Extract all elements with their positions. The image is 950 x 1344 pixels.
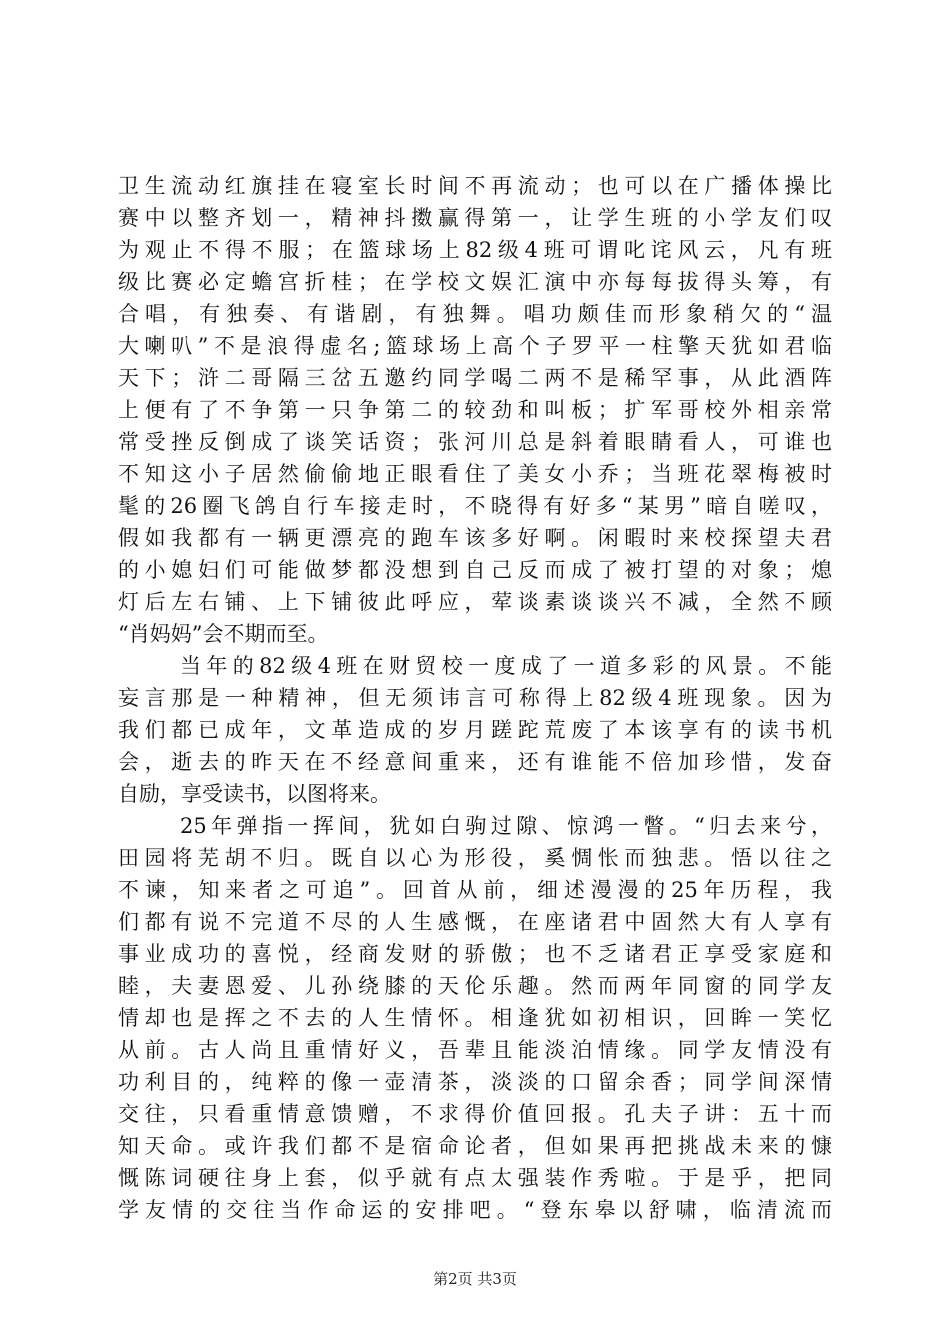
text-line: 从前。古人尚且重情好义，吾辈且能淡泊情缘。同学友情没有 bbox=[118, 1038, 832, 1062]
text-line: 妄言那是一种精神，但无须讳言可称得上82级4班现象。因为 bbox=[118, 686, 832, 710]
document-body bbox=[118, 170, 832, 1226]
text-line: 上便有了不争第一只争第二的较劲和叫板；扩军哥校外相亲常 bbox=[118, 398, 832, 422]
text-line: 级比赛必定蟾宫折桂；在学校文娱汇演中亦每每拔得头筹，有 bbox=[118, 270, 832, 294]
text-line: 会，逝去的昨天在不经意间重来，还有谁能不倍加珍惜，发奋 bbox=[118, 750, 832, 774]
text-line: 慨陈词硬往身上套，似乎就有点太强装作秀啦。于是乎，把同 bbox=[118, 1166, 832, 1190]
text-line: 不谏，知来者之可追”。回首从前，细述漫漫的25年历程，我 bbox=[118, 878, 832, 902]
text-line: 们都有说不完道不尽的人生感慨，在座诸君中固然大有人享有 bbox=[118, 910, 832, 934]
text-line: 睦，夫妻恩爱、儿孙绕膝的天伦乐趣。然而两年同窗的同学友 bbox=[118, 974, 832, 998]
text-line: 常受挫反倒成了谈笑话资；张河川总是斜着眼睛看人，可谁也 bbox=[118, 430, 832, 454]
text-line: 学友情的交往当作命运的安排吧。“登东皋以舒啸，临清流而 bbox=[118, 1198, 832, 1222]
text-line: “肖妈妈”会不期而至。 bbox=[118, 622, 329, 646]
text-line: 灯后左右铺、上下铺彼此呼应，荤谈素谈谈兴不减，全然不顾 bbox=[118, 590, 832, 614]
text-line: 知天命。或许我们都不是宿命论者，但如果再把挑战未来的慷 bbox=[118, 1134, 832, 1158]
text-line: 25年弹指一挥间，犹如白驹过隙、惊鸿一瞥。“归去来兮， bbox=[180, 814, 832, 838]
text-line: 不知这小子居然偷偷地正眼看住了美女小乔；当班花翠梅被时 bbox=[118, 462, 832, 486]
text-line: 自励，享受读书，以图将来。 bbox=[118, 782, 391, 806]
text-line: 功利目的，纯粹的像一壶清茶，淡淡的口留余香；同学间深情 bbox=[118, 1070, 832, 1094]
text-line: 假如我都有一辆更漂亮的跑车该多好啊。闲暇时来校探望夫君 bbox=[118, 526, 832, 550]
text-line: 为观止不得不服；在篮球场上82级4班可谓叱诧风云，凡有班 bbox=[118, 238, 832, 262]
text-line: 交往，只看重情意馈赠，不求得价值回报。孔夫子讲：五十而 bbox=[118, 1102, 832, 1126]
text-line: 卫生流动红旗挂在寝室长时间不再流动；也可以在广播体操比 bbox=[118, 174, 832, 198]
text-line: 髦的26圈飞鸽自行车接走时，不晓得有好多“某男”暗自嗟叹， bbox=[118, 494, 832, 518]
text-line: 我们都已成年，文革造成的岁月蹉跎荒废了本该享有的读书机 bbox=[118, 718, 832, 742]
text-line: 天下；浒二哥隔三岔五邀约同学喝二两不是稀罕事，从此酒阵 bbox=[118, 366, 832, 390]
text-line: 事业成功的喜悦，经商发财的骄傲；也不乏诸君正享受家庭和 bbox=[118, 942, 832, 966]
text-line: 合唱，有独奏、有谐剧，有独舞。唱功颇佳而形象稍欠的“温 bbox=[118, 302, 832, 326]
text-line: 赛中以整齐划一，精神抖擞赢得第一，让学生班的小学友们叹 bbox=[118, 206, 832, 230]
text-line: 大喇叭”不是浪得虚名;篮球场上高个子罗平一柱擎天犹如君临 bbox=[118, 334, 832, 358]
text-line: 的小媳妇们可能做梦都没想到自己反而成了被打望的对象；熄 bbox=[118, 558, 832, 582]
text-line: 情却也是挥之不去的人生情怀。相逢犹如初相识，回眸一笑忆 bbox=[118, 1006, 832, 1030]
text-line: 当年的82级4班在财贸校一度成了一道多彩的风景。不能 bbox=[180, 654, 832, 678]
page-footer: 第2页 共3页 bbox=[433, 1270, 517, 1288]
text-line: 田园将芜胡不归。既自以心为形役，奚惆怅而独悲。悟以往之 bbox=[118, 846, 832, 870]
